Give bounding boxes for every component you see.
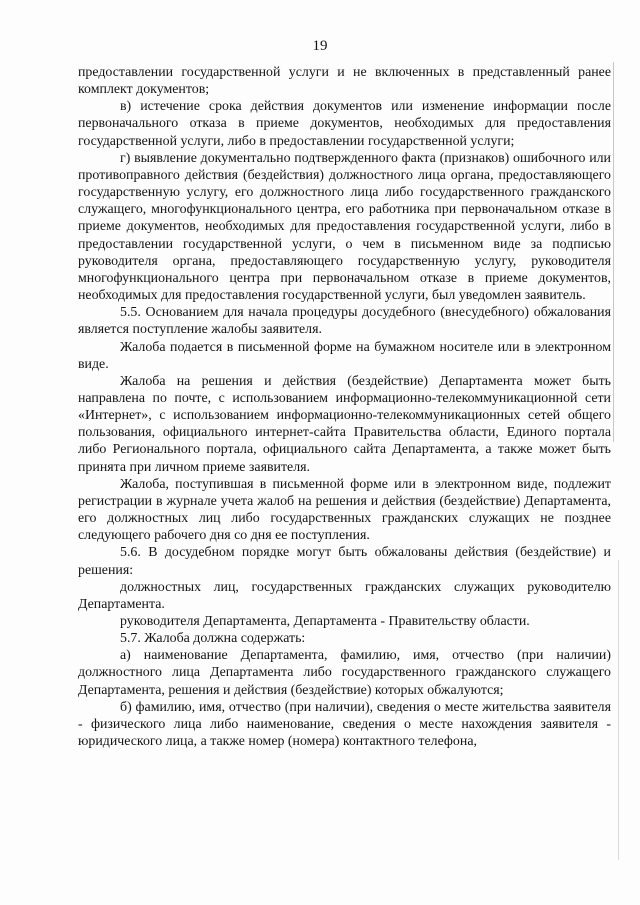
paragraph: Жалоба, поступившая в письменной форме или в электронном виде, подлежит регистрации в журнале учета жалоб на решения и действия (бездействие) Департамента, его должностных лиц либо государственных гражданских служащих не позднее следующего рабочего дня со дня ее поступления. [78,476,611,544]
paragraph: а) наименование Департамента, фамилию, имя, отчество (при наличии) должностного лица Департамента либо государственного гражданского служащего Департамента, решения и действия (бездействие) которых обжалуются; [78,648,611,698]
paragraph: предоставлении государственной услуги и не включенных в представленный ранее комплект документов; [78,65,611,98]
scan-artifact-line [613,62,614,442]
paragraph: в) истечение срока действия документов или изменение информации после первоначального отказа в приеме документов, необходимых для предоставления государственной услуги, либо в предоставлении государственной услуги; [78,99,611,149]
paragraph: 5.6. В досудебном порядке могут быть обжалованы действия (бездействие) и решения: [78,545,611,578]
paragraph: 5.7. Жалоба должна содержать: [120,631,306,647]
paragraph: руководителя Департамента, Департамента - Правительству области. [120,614,530,629]
paragraph: должностных лиц, государственных гражданских служащих руководителю Департамента. [78,579,611,612]
body-text [78,64,611,750]
page-number: 19 [312,38,328,54]
paragraph: б) фамилию, имя, отчество (при наличии), сведения о месте жительства заявителя - физического лица либо наименование, сведения о месте нахождения заявителя - юридического лица, а также номер (номера) контактного телефона, [78,699,611,750]
scan-artifact-line [618,560,619,860]
paragraph: 5.5. Основанием для начала процедуры досудебного (внесудебного) обжалования является поступление жалобы заявителя. [78,305,611,338]
paragraph: Жалоба подается в письменной форме на бумажном носителе или в электронном виде. [78,339,611,372]
paragraph: г) выявление документально подтвержденного факта (признаков) ошибочного или противоправного действия (бездействия) должностного лица органа, предоставляющего государственную услугу, его должностного лица либо государственного гражданского служащего, многофункционального центра, его работника при первоначальном отказе в приеме документов, необходимых для предоставления государственной услуги, либо в предоставлении государственной услуги, о чем в письменном виде за подписью руководителя органа, предоставляющего государственную услугу, руководителя многофункционального центра при первоначальном отказе в приеме документов, необходимых для предоставления государственной услуги, был уведомлен заявитель. [78,150,611,304]
paragraph: Жалоба на решения и действия (бездействие) Департамента может быть направлена по почте, с использованием информационно-телекоммуникационной сети «Интернет», с использованием информационно-телекоммуникационных сетей общего пользования, официального интернет-сайта Правительства области, Единого портала либо Регионального портала, официального сайта Департамента, а также может быть принята при личном приеме заявителя. [78,373,611,475]
